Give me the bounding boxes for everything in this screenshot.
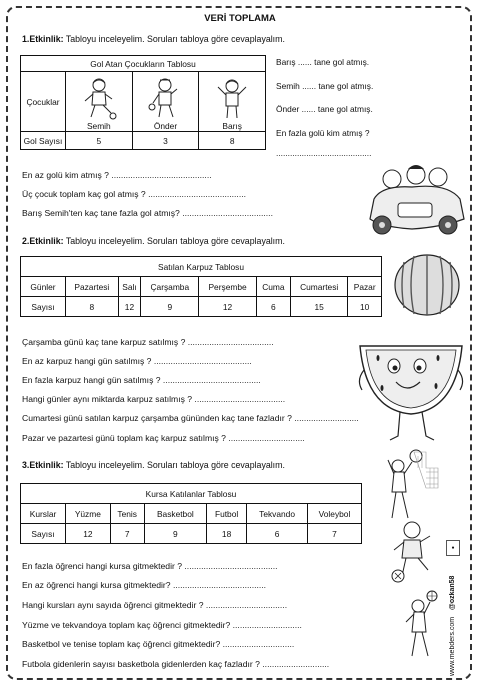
side-question-4: En fazla golü kim atmış ? bbox=[276, 128, 370, 138]
course-count-label: Sayısı bbox=[21, 524, 66, 544]
s1-question-2: Üç çocuk toplam kaç gol atmış ? ......................................... bbox=[22, 189, 246, 199]
s3-question-6: Futbola gidenlerin sayısı basketbola gidenlerden kaç fazladır ? ............................ bbox=[22, 659, 330, 669]
courses-table-title: Kursa Katılanlar Tablosu bbox=[21, 484, 362, 504]
courses-label: Kurslar bbox=[21, 504, 66, 524]
s2-question-4: Hangi günler aynı miktarda karpuz satılmış ? ...................................... bbox=[22, 394, 286, 404]
section3-heading: 3.Etkinlik: Tabloyu inceleyelim. Soruları tabloya göre cevaplayalım. bbox=[22, 460, 285, 470]
side-question-2: Semih ...... tane gol atmış. bbox=[276, 81, 374, 91]
page-title: VERİ TOPLAMA bbox=[204, 13, 276, 24]
s2-question-1: Çarşamba günü kaç tane karpuz satılmış ? .................................... bbox=[22, 337, 274, 347]
s2-question-5: Cumartesi günü satılan karpuz çarşamba gününden kaç tane fazladır ? ........................... bbox=[22, 413, 359, 423]
course-2: Tenis bbox=[110, 504, 144, 524]
watermark-user: @ozkan58 bbox=[449, 575, 456, 610]
course-4: Futbol bbox=[207, 504, 247, 524]
courses-table bbox=[20, 483, 362, 544]
goal-table-row-label: Çocuklar bbox=[21, 72, 66, 132]
s1-question-1: En az golü kim atmış ? .......................................... bbox=[22, 170, 212, 180]
course-count-1: 12 bbox=[66, 524, 111, 544]
course-1: Yüzme bbox=[66, 504, 111, 524]
s3-question-4: Yüzme ve tekvandoya toplam kaç öğrenci gitmektedir? ............................. bbox=[22, 620, 302, 630]
course-count-3: 9 bbox=[144, 524, 206, 544]
section2-heading: 2.Etkinlik: Tabloyu inceleyelim. Soruları tabloya göre cevaplayalım. bbox=[22, 236, 285, 246]
s3-question-2: En az öğrenci hangi kursa gitmektedir? ....................................... bbox=[22, 580, 267, 590]
watermelon-table-title: Satılan Karpuz Tablosu bbox=[21, 257, 382, 277]
course-count-5: 6 bbox=[247, 524, 308, 544]
watermelon-count-6: 15 bbox=[290, 297, 347, 317]
goal-count-onder: 3 bbox=[132, 132, 199, 150]
course-count-2: 7 bbox=[110, 524, 144, 544]
day-4: Perşembe bbox=[199, 277, 256, 297]
child-cell-semih bbox=[66, 72, 133, 132]
s2-question-3: En fazla karpuz hangi gün satılmış ? ......................................... bbox=[22, 375, 261, 385]
boy-running-icon bbox=[145, 77, 185, 121]
child-cell-baris bbox=[199, 72, 266, 132]
s2-question-6: Pazar ve pazartesi günü toplam kaç karpuz satılmış ? ................................ bbox=[22, 433, 305, 443]
s1-question-3: Barış Semih'ten kaç tane fazla gol atmış? ...................................... bbox=[22, 208, 273, 218]
section1-heading: 1.Etkinlik: Tabloyu inceleyelim. Soruları tabloya göre cevaplayalım. bbox=[22, 34, 285, 44]
side-question-3: Önder ...... tane gol atmış. bbox=[276, 104, 373, 114]
course-3: Basketbol bbox=[144, 504, 206, 524]
course-6: Voleybol bbox=[308, 504, 362, 524]
goal-table-title: Gol Atan Çocukların Tablosu bbox=[21, 56, 266, 72]
day-5: Cuma bbox=[256, 277, 290, 297]
child-cell-onder bbox=[132, 72, 199, 132]
soccer-player-icon bbox=[384, 518, 444, 584]
s3-question-1: En fazla öğrenci hangi kursa gitmektedir ? ....................................... bbox=[22, 561, 278, 571]
goal-count-label: Gol Sayısı bbox=[21, 132, 66, 150]
watermelon-table bbox=[20, 256, 382, 317]
goal-count-semih: 5 bbox=[66, 132, 133, 150]
day-2: Salı bbox=[118, 277, 141, 297]
day-7: Pazar bbox=[348, 277, 382, 297]
basketball-player-icon bbox=[396, 588, 446, 660]
kids-in-car-illustration bbox=[362, 163, 470, 241]
days-label: Günler bbox=[21, 277, 66, 297]
watermelon-count-2: 12 bbox=[118, 297, 141, 317]
watermelon-count-1: 8 bbox=[66, 297, 119, 317]
logo-badge: ● bbox=[446, 540, 460, 556]
watermelon-count-5: 6 bbox=[256, 297, 290, 317]
goal-table bbox=[20, 55, 266, 150]
child-name-baris: Barış bbox=[222, 121, 242, 131]
volleyball-player-icon bbox=[378, 448, 444, 526]
s3-question-5: Basketbol ve tenise toplam kaç öğrenci gitmektedir? .............................. bbox=[22, 639, 295, 649]
watermark-site: www.mebders.com bbox=[449, 616, 456, 676]
watermelon-count-3: 9 bbox=[141, 297, 199, 317]
child-name-onder: Önder bbox=[153, 121, 178, 131]
s3-question-3: Hangi kursları aynı sayıda öğrenci gitmektedir ? .................................. bbox=[22, 600, 288, 610]
watermelon-count-7: 10 bbox=[348, 297, 382, 317]
goal-count-baris: 8 bbox=[199, 132, 266, 150]
s2-question-2: En az karpuz hangi gün satılmış ? ......................................... bbox=[22, 356, 252, 366]
day-6: Cumartesi bbox=[290, 277, 347, 297]
course-count-6: 7 bbox=[308, 524, 362, 544]
watermelon-icon bbox=[392, 252, 462, 318]
watermelon-count-label: Sayısı bbox=[21, 297, 66, 317]
course-5: Tekvando bbox=[247, 504, 308, 524]
day-1: Pazartesi bbox=[66, 277, 119, 297]
child-name-semih: Semih bbox=[86, 121, 111, 131]
watermelon-slice-character-icon bbox=[356, 340, 466, 444]
boy-kicking-icon bbox=[79, 77, 119, 121]
side-question-1: Barış ...... tane gol atmış. bbox=[276, 57, 370, 67]
course-count-4: 18 bbox=[207, 524, 247, 544]
boy-arms-up-icon bbox=[212, 77, 252, 121]
side-answer-line: ......................................... bbox=[276, 148, 372, 158]
day-3: Çarşamba bbox=[141, 277, 199, 297]
watermelon-count-4: 12 bbox=[199, 297, 256, 317]
